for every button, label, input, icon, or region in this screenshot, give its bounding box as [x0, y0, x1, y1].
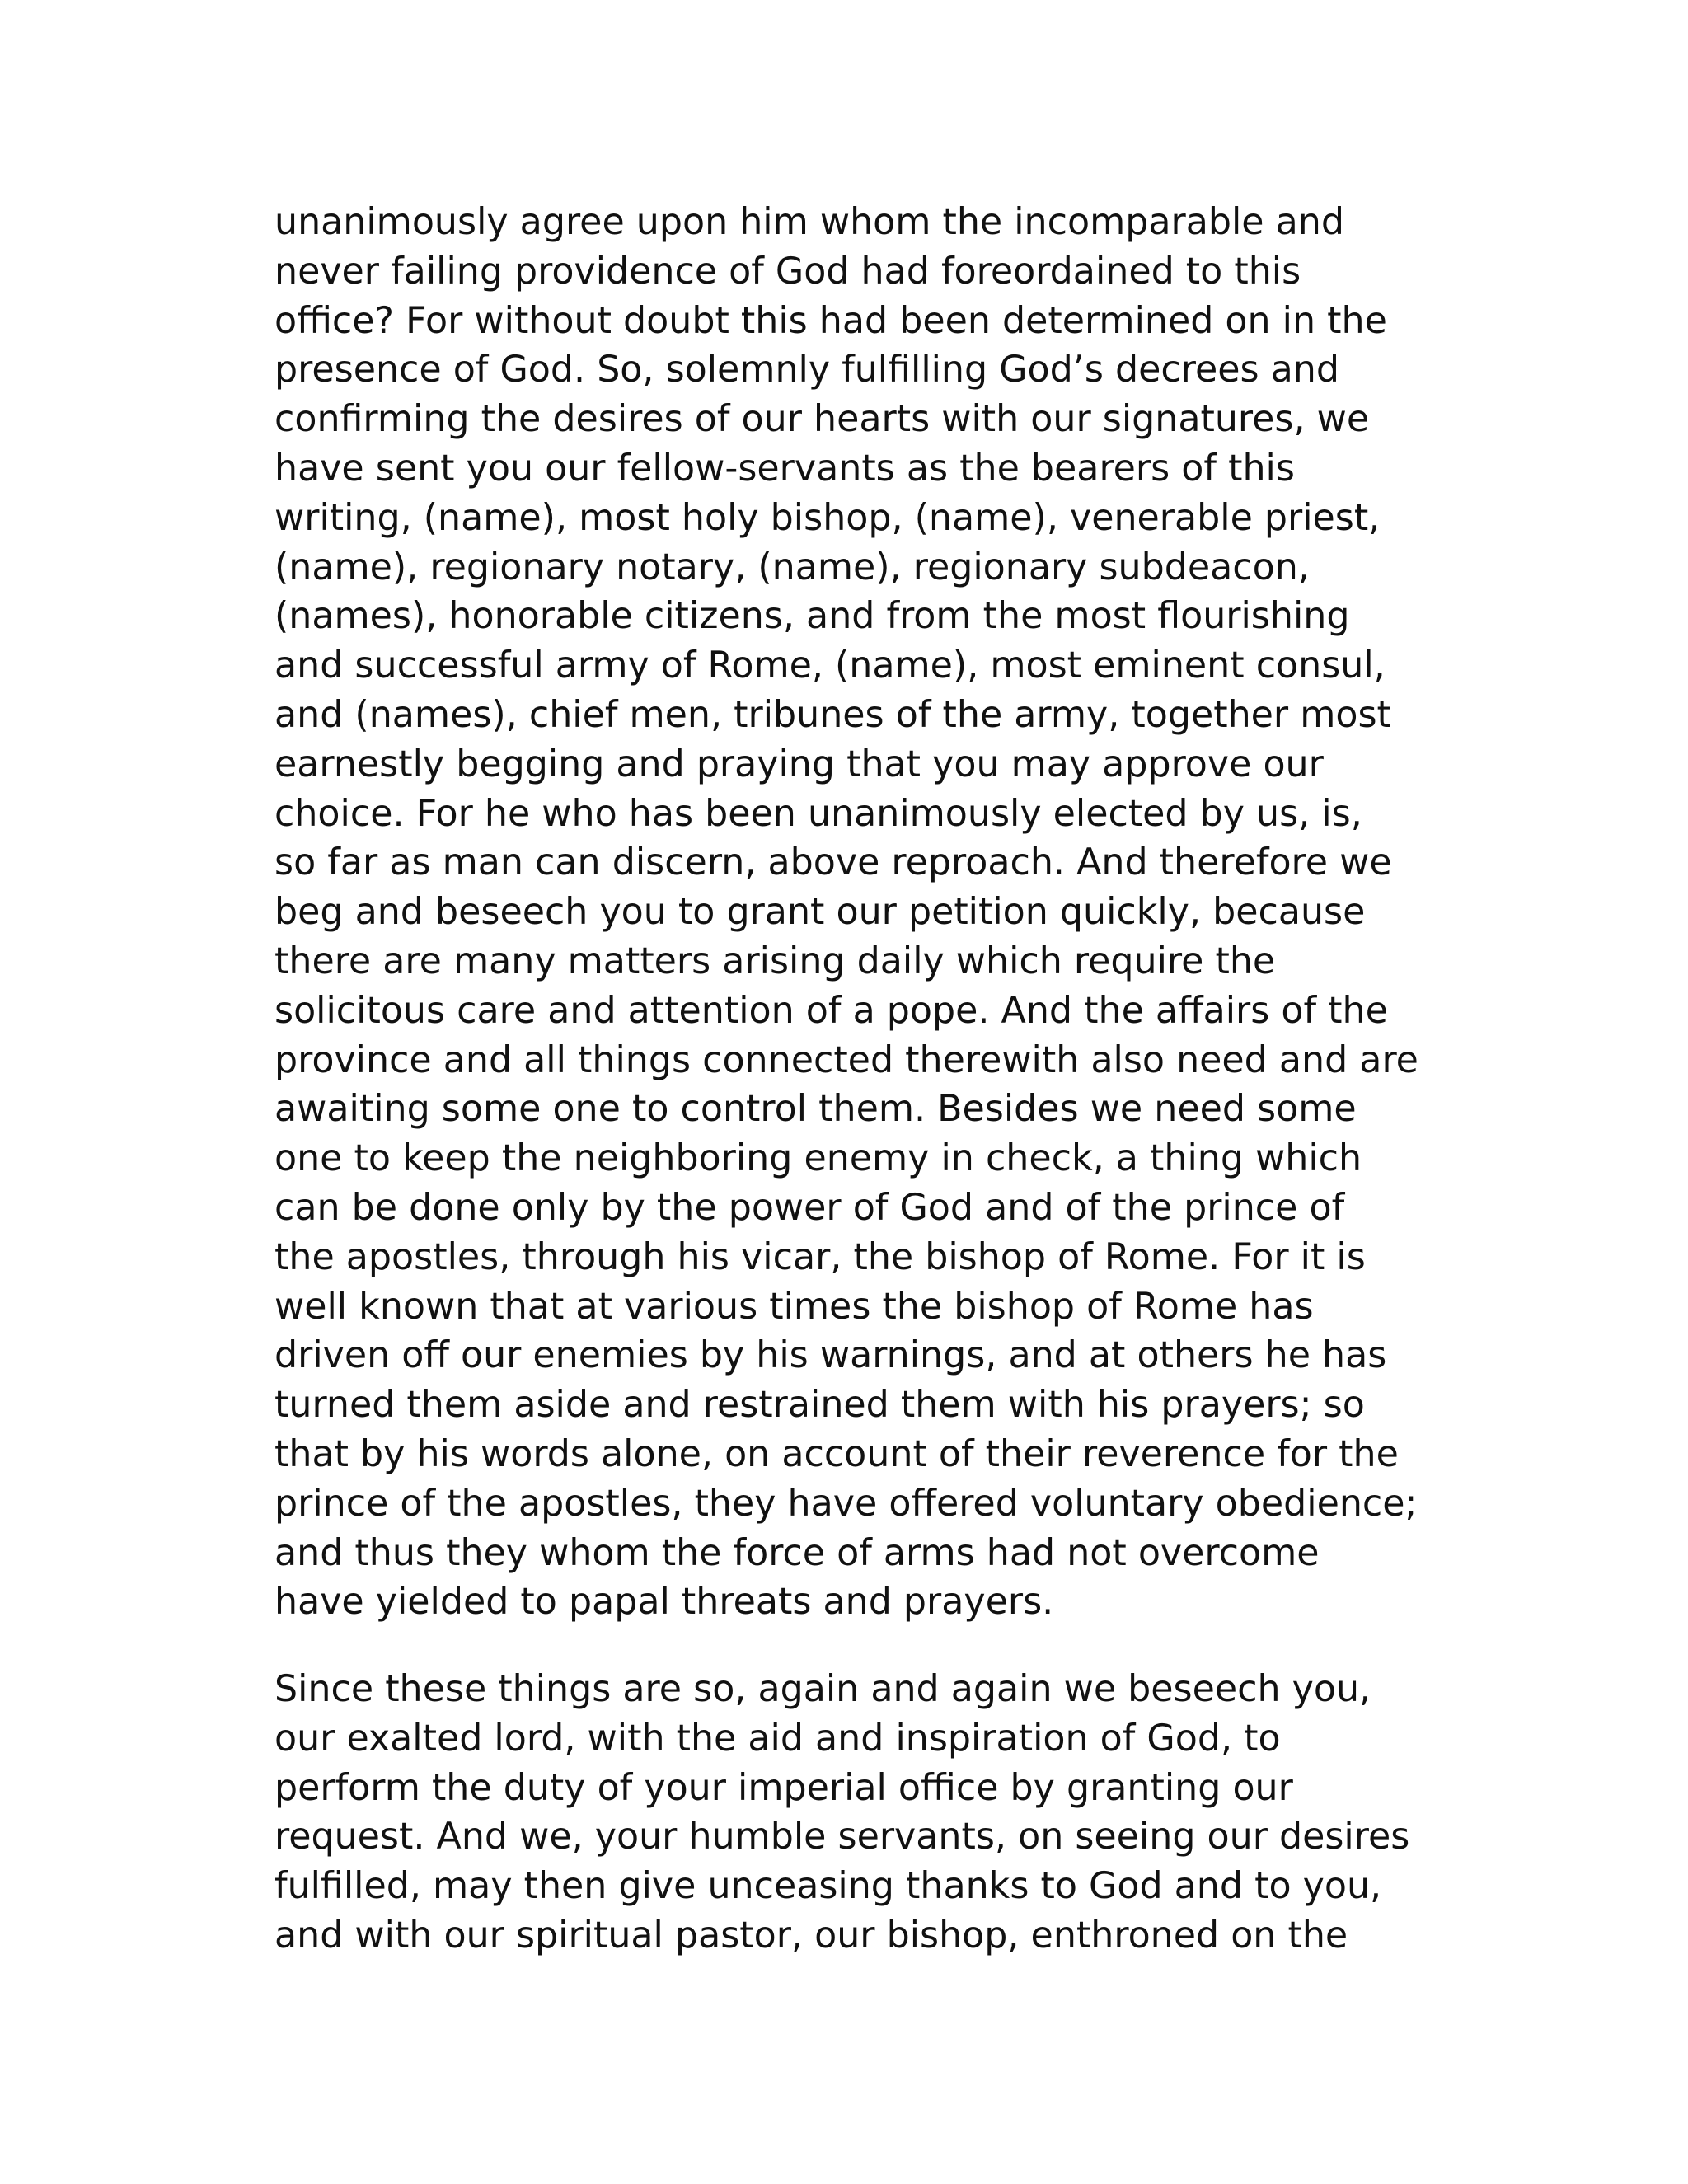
text-line: writing, (name), most holy bishop, (name), venerable priest,	[274, 496, 1381, 539]
text-line: turned them aside and restrained them with his prayers; so	[274, 1384, 1365, 1427]
text-line: and (names), chief men, tribunes of the army, together most	[274, 693, 1391, 736]
text-line: and successful army of Rome, (name), most eminent consul,	[274, 644, 1386, 687]
text-line: province and all things connected therewith also need and are	[274, 1038, 1418, 1081]
text-line: choice. For he who has been unanimously elected by us, is,	[274, 792, 1362, 835]
paragraph-2	[274, 1665, 1428, 1961]
text-line: perform the duty of your imperial office by granting our	[274, 1766, 1293, 1809]
text-line: and thus they whom the force of arms had not overcome	[274, 1531, 1320, 1574]
text-line: so far as man can discern, above reproach. And therefore we	[274, 841, 1392, 884]
text-line: office? For without doubt this had been determined on in the	[274, 299, 1387, 342]
text-line: solicitous care and attention of a pope. And the affairs of the	[274, 989, 1388, 1032]
text-line: never failing providence of God had foreordained to this	[274, 250, 1301, 293]
text-line: unanimously agree upon him whom the incomparable and	[274, 201, 1344, 243]
text-line: that by his words alone, on account of their reverence for the	[274, 1432, 1399, 1475]
text-line: have yielded to papal threats and prayers.	[274, 1581, 1054, 1624]
paragraph-1	[274, 198, 1428, 1627]
text-line: Since these things are so, again and again we beseech you,	[274, 1668, 1372, 1710]
text-line: there are many matters arising daily which require the	[274, 940, 1276, 982]
text-line: one to keep the neighboring enemy in check, a thing which	[274, 1137, 1362, 1180]
text-line: the apostles, through his vicar, the bishop of Rome. For it is	[274, 1235, 1366, 1278]
text-line: can be done only by the power of God and of the prince of	[274, 1186, 1345, 1229]
text-line: prince of the apostles, they have offered voluntary obedience;	[274, 1482, 1418, 1525]
text-line: our exalted lord, with the aid and inspiration of God, to	[274, 1717, 1281, 1760]
text-line: (names), honorable citizens, and from the most flourishing	[274, 595, 1350, 638]
text-line: presence of God. So, solemnly fulfilling God’s decrees and	[274, 349, 1339, 391]
text-line: confirming the desires of our hearts with our signatures, we	[274, 398, 1370, 441]
text-line: fulfilled, may then give unceasing thanks to God and to you,	[274, 1865, 1382, 1908]
text-line: awaiting some one to control them. Besides we need some	[274, 1088, 1357, 1131]
text-line: (name), regionary notary, (name), regionary subdeacon,	[274, 546, 1310, 588]
text-line: have sent you our fellow-servants as the bearers of this	[274, 447, 1295, 490]
text-line: earnestly begging and praying that you may approve our	[274, 743, 1324, 785]
text-line: driven off our enemies by his warnings, and at others he has	[274, 1334, 1387, 1377]
text-line: beg and beseech you to grant our petition quickly, because	[274, 891, 1366, 934]
text-line: well known that at various times the bishop of Rome has	[274, 1285, 1314, 1328]
text-line: request. And we, your humble servants, on seeing our desires	[274, 1816, 1410, 1858]
text-line: and with our spiritual pastor, our bishop, enthroned on the	[274, 1914, 1348, 1957]
